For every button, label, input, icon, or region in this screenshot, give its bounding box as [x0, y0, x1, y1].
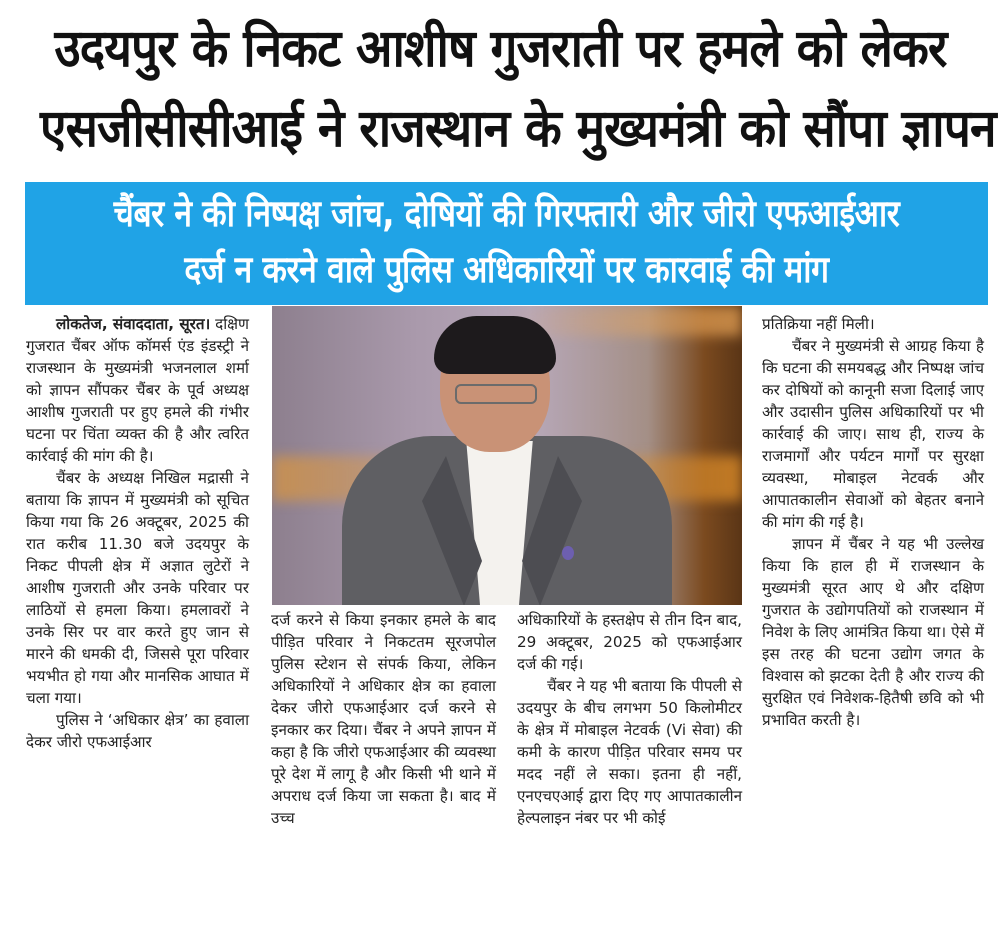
headline-line-2: एसजीसीसीआई ने राजस्थान के मुख्यमंत्री को सौंपा ज्ञापन — [40, 99, 996, 159]
article-paragraph: चैंबर ने यह भी बताया कि पीपली से उदयपुर के बीच लगभग 50 किलोमीटर के क्षेत्र में मोबाइल नेटवर्क (Vi सेवा) की कमी के कारण पीड़ित परिवार समय पर मदद नहीं ले सका। इतना ही नहीं, एनएचएआई द्वारा दिए गए आपातकालीन हेल्पलाइन नंबर पर भी कोई — [517, 677, 742, 827]
subheadline-line-1: चैंबर ने की निष्पक्ष जांच, दोषियों की गिरफ्तारी और जीरो एफआईआर — [113, 192, 900, 235]
headline — [0, 0, 1001, 180]
subheadline-banner — [25, 182, 988, 305]
glasses-icon — [455, 384, 537, 404]
hair — [434, 316, 556, 374]
dateline: लोकतेज, संवाददाता, सूरत। — [56, 315, 211, 333]
article-column-1 — [26, 313, 249, 753]
article-paragraph: अधिकारियों के हस्तक्षेप से तीन दिन बाद, 29 अक्टूबर, 2025 को एफआईआर दर्ज की गई। — [517, 611, 742, 673]
article-column-2 — [271, 609, 496, 829]
article-paragraph — [26, 313, 249, 467]
paragraph-text: दक्षिण गुजरात चैंबर ऑफ कॉमर्स एंड इंडस्ट्री ने राजस्थान के मुख्यमंत्री भजनलाल शर्मा को ज्ञापन सौंपकर चैंबर के पूर्व अध्यक्ष आशीष गुजराती पर हुए हमले की गंभीर घटना पर चिंता व्यक्त की है और त्वरित कार्रवाई की मांग की है। — [26, 315, 250, 465]
article-paragraph: पुलिस ने ‘अधिकार क्षेत्र’ का हवाला देकर जीरो एफआईआर — [26, 711, 249, 751]
subheadline-line-2: दर्ज न करने वाले पुलिस अधिकारियों पर कारवाई की मांग — [184, 248, 829, 291]
article-paragraph: प्रतिक्रिया नहीं मिली। — [762, 315, 875, 333]
article-paragraph: ज्ञापन में चैंबर ने यह भी उल्लेख किया कि हाल ही में राजस्थान के मुख्यमंत्री सूरत आए थे और दक्षिण गुजरात के उद्योगपतियों को राजस्थान में निवेश के लिए आमंत्रित किया था। ऐसे में इस तरह की घटना उद्योग जगत के विश्वास को झटका देती है और राज्य की सुरक्षित एवं निवेशक-हितैषी छवि को भी प्रभावित करती है। — [762, 535, 984, 729]
headline-line-1: उदयपुर के निकट आशीष गुजराती पर हमले को लेकर — [54, 19, 947, 79]
article-paragraph: चैंबर के अध्यक्ष निखिल मद्रासी ने बताया कि ज्ञापन में मुख्यमंत्री को सूचित किया गया कि 26 अक्टूबर, 2025 की रात करीब 11.30 बजे उदयपुर के निकट पीपली क्षेत्र में अज्ञात लुटेरों ने आशीष गुजराती और उनके परिवार पर लाठियों से हमला किया। हमलावरों ने उनके सिर पर वार करते हुए जान से मारने की धमकी दी, जिससे पूरा परिवार भयभीत हो गया और मानसिक आघात में चला गया। — [26, 469, 249, 707]
lapel-pin-icon — [562, 546, 574, 560]
article-paragraph: चैंबर ने मुख्यमंत्री से आग्रह किया है कि घटना की समयबद्ध और निष्पक्ष जांच कर दोषियों को कानूनी सजा दिलाई जाए और उदासीन पुलिस अधिकारियों पर भी कार्रवाई की जाए। साथ ही, राज्य के राजमार्गों और पर्यटन मार्गों पर सुरक्षा व्यवस्था, मोबाइल नेटवर्क और आपातकालीन सेवाओं को बेहतर बनाने की मांग की गई है। — [762, 337, 984, 531]
portrait-photo — [272, 306, 742, 605]
article-paragraph: दर्ज करने से किया इनकार हमले के बाद पीड़ित परिवार ने निकटतम सूरजपोल पुलिस स्टेशन से संपर्क किया, लेकिन अधिकारियों ने अधिकार क्षेत्र का हवाला देकर जीरो एफआईआर दर्ज करने से इनकार कर दिया। चैंबर ने अपने ज्ञापन में कहा है कि जीरो एफआईआर की व्यवस्था पूरे देश में लागू है और किसी भी थाने में अपराध दर्ज किया जा सकता है। बाद में उच्च — [271, 611, 496, 827]
article-column-3 — [517, 609, 742, 829]
article-column-4 — [762, 313, 984, 731]
